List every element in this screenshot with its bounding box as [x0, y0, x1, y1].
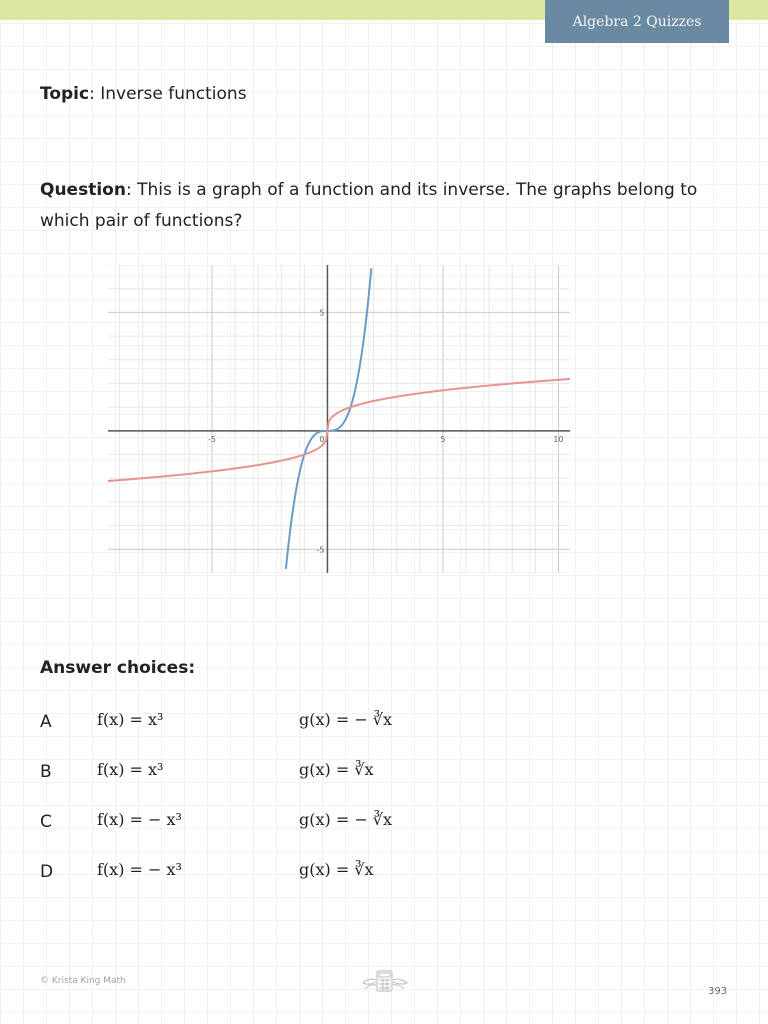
- choice-letter: C: [40, 812, 52, 832]
- choice-g-expression: g(x) = ∛x: [299, 860, 374, 879]
- origin-label: 0: [319, 434, 325, 444]
- topic-label: Topic: [40, 84, 90, 104]
- page-number: 393: [708, 986, 728, 997]
- answer-choices-title: Answer choices:: [40, 658, 196, 678]
- choice-f-expression: f(x) = − x³: [97, 810, 182, 829]
- choice-g-expression: g(x) = − ∛x: [299, 710, 393, 729]
- choice-letter: A: [40, 712, 52, 732]
- calculator-logo-icon: [362, 968, 408, 994]
- choice-letter: D: [40, 862, 54, 882]
- header-tab-label: Algebra 2 Quizzes: [572, 13, 702, 30]
- series-line-cubic: [286, 268, 371, 569]
- choice-letter: B: [40, 762, 52, 782]
- answer-choice-d[interactable]: [0, 858, 768, 888]
- header-tab: [545, 0, 729, 43]
- x-tick-label: 10: [553, 434, 564, 444]
- footer-copyright: © Krista King Math: [40, 976, 126, 986]
- x-tick-label: 5: [440, 434, 446, 444]
- answer-choice-b[interactable]: [0, 758, 768, 788]
- question-text: This is a graph of a function and its inverse. The graphs belong to which pair of functions?: [40, 180, 698, 231]
- choice-f-expression: f(x) = − x³: [97, 860, 182, 879]
- y-tick-label: -5: [316, 545, 325, 555]
- question-line: Question: This is a graph of a function and its inverse. The graphs belong to which pair of functions?: [40, 180, 698, 231]
- y-tick-label: 5: [319, 308, 325, 318]
- choice-f-expression: f(x) = x³: [97, 760, 164, 779]
- function-graph: [108, 265, 570, 573]
- topic-value: Inverse functions: [100, 84, 247, 104]
- answer-choice-a[interactable]: [0, 708, 768, 738]
- choice-g-expression: g(x) = − ∛x: [299, 810, 393, 829]
- topic-line: Topic: Inverse functions: [40, 84, 247, 104]
- x-tick-label: -5: [207, 434, 216, 444]
- series-line-cube-root: [108, 379, 570, 481]
- answer-choice-c[interactable]: [0, 808, 768, 838]
- choice-g-expression: g(x) = ∛x: [299, 760, 374, 779]
- choice-f-expression: f(x) = x³: [97, 710, 164, 729]
- question-label: Question: [40, 180, 126, 200]
